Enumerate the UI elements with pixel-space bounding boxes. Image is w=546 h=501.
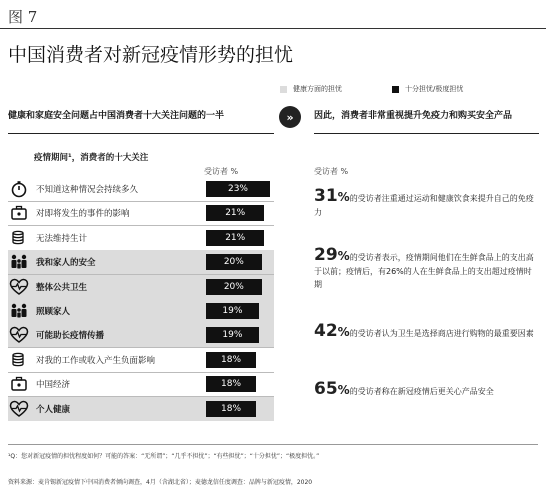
legend-swatch-dark <box>392 86 399 93</box>
stat-number <box>314 186 350 206</box>
chart-row <box>8 226 274 250</box>
chart-row <box>8 275 274 299</box>
briefcase-icon <box>8 202 30 224</box>
heartbeat-icon <box>8 398 30 420</box>
chart-row <box>8 323 274 347</box>
figure-label: 图 7 <box>8 8 38 26</box>
stat-value: 29 <box>314 245 338 265</box>
footnote: ¹Q：您对新冠疫情的担忧程度如何？可能的答案：“无所谓”；“几乎不担忧”；“有些担忧”；“十分担忧”；“极度担忧。” <box>8 453 320 460</box>
bar-value-label: 19% <box>222 330 243 341</box>
source-note: 资料来源：麦肯锡新冠疫情下中国消费者倾向调查，4月（含湖北省）；麦德龙信任度调查：品牌与新冠疫情，2020 <box>8 479 313 486</box>
chart-row <box>8 397 274 421</box>
stat-description: 的受访者称在新冠疫情后更关心产品安全 <box>349 387 494 396</box>
left-column-header: 受访者 % <box>204 167 239 176</box>
stat-block <box>314 380 539 399</box>
right-section-heading: 因此，消费者非常重视提升免疫力和购买安全产品 <box>314 111 513 121</box>
category-label: 无法维持生计 <box>36 233 88 244</box>
category-label: 对我的工作或收入产生负面影响 <box>36 355 156 366</box>
legend-label-worry: 十分担忧/极度担忧 <box>405 85 464 93</box>
heartbeat-icon <box>8 324 30 346</box>
bar-value-label: 18% <box>221 379 242 390</box>
legend-label-health: 健康方面的担忧 <box>293 85 342 93</box>
legend-item-health <box>280 84 342 94</box>
bar-value-label: 20% <box>223 281 244 292</box>
stat-percent-sign: % <box>337 249 350 263</box>
stat-number <box>314 321 350 341</box>
legend-swatch-light <box>280 86 287 93</box>
family-icon <box>8 300 30 322</box>
bar-value-label: 23% <box>227 184 248 194</box>
chart-row <box>8 348 274 372</box>
stat-description: 的受访者认为卫生是选择商店进行购物的最重要因素 <box>349 329 534 338</box>
stat-value: 42 <box>314 321 338 341</box>
bar-value-label: 18% <box>221 354 242 365</box>
double-chevron-right-icon: » <box>279 106 301 128</box>
bar-value-label: 18% <box>221 403 242 414</box>
coins-icon <box>8 349 30 371</box>
bar-value-label: 19% <box>222 306 243 316</box>
right-section-divider <box>314 133 539 134</box>
chart-subtitle: 疫情期间¹，消费者的十大关注 <box>34 153 149 163</box>
stat-value: 31 <box>314 186 338 206</box>
stat-description: 的受访者注重通过运动和健康饮食来提升自己的免疫力 <box>314 194 534 217</box>
category-label: 整体公共卫生 <box>36 282 88 293</box>
bar-value-label: 20% <box>223 257 244 268</box>
stat-block <box>314 322 539 341</box>
left-section-divider <box>8 133 274 134</box>
stat-value: 65 <box>314 379 338 399</box>
category-label: 我和家人的安全 <box>36 258 96 269</box>
chart-row <box>8 250 274 274</box>
chart-row <box>8 177 274 201</box>
stat-number <box>314 245 350 265</box>
heartbeat-icon <box>8 276 30 298</box>
stat-description: 的受访者表示，疫情期间他们在生鲜食品上的支出高于以前；疫情后，有26%的人在生鲜食品上的支出超过疫情时期 <box>314 253 534 289</box>
stat-percent-sign: % <box>337 325 350 339</box>
stat-block <box>314 187 539 219</box>
coins-icon <box>8 227 30 249</box>
top-divider <box>0 28 546 29</box>
category-label: 中国经济 <box>36 380 71 391</box>
legend-item-worry <box>392 84 463 94</box>
left-section-heading: 健康和家庭安全问题占中国消费者十大关注问题的一半 <box>8 111 225 121</box>
chart-row <box>8 201 274 225</box>
family-icon <box>8 251 30 273</box>
stopwatch-icon <box>8 178 30 200</box>
category-label: 可能助长疫情传播 <box>36 331 105 342</box>
chart-row <box>8 299 274 323</box>
stat-percent-sign: % <box>337 190 350 204</box>
stat-number <box>314 379 350 399</box>
footnote-divider <box>8 444 538 445</box>
category-label: 不知道这种情况会持续多久 <box>36 185 139 195</box>
page-title: 中国消费者对新冠疫情形势的担忧 <box>8 44 294 66</box>
right-column-header: 受访者 % <box>314 167 349 176</box>
category-label: 照顾家人 <box>36 307 71 317</box>
briefcase-icon <box>8 373 30 395</box>
stat-block <box>314 246 539 291</box>
chart-row <box>8 372 274 396</box>
bar-value-label: 21% <box>225 232 246 243</box>
bar-value-label: 21% <box>225 208 246 219</box>
category-label: 对即将发生的事件的影响 <box>36 209 130 220</box>
stat-percent-sign: % <box>337 383 350 397</box>
category-label: 个人健康 <box>36 404 71 415</box>
